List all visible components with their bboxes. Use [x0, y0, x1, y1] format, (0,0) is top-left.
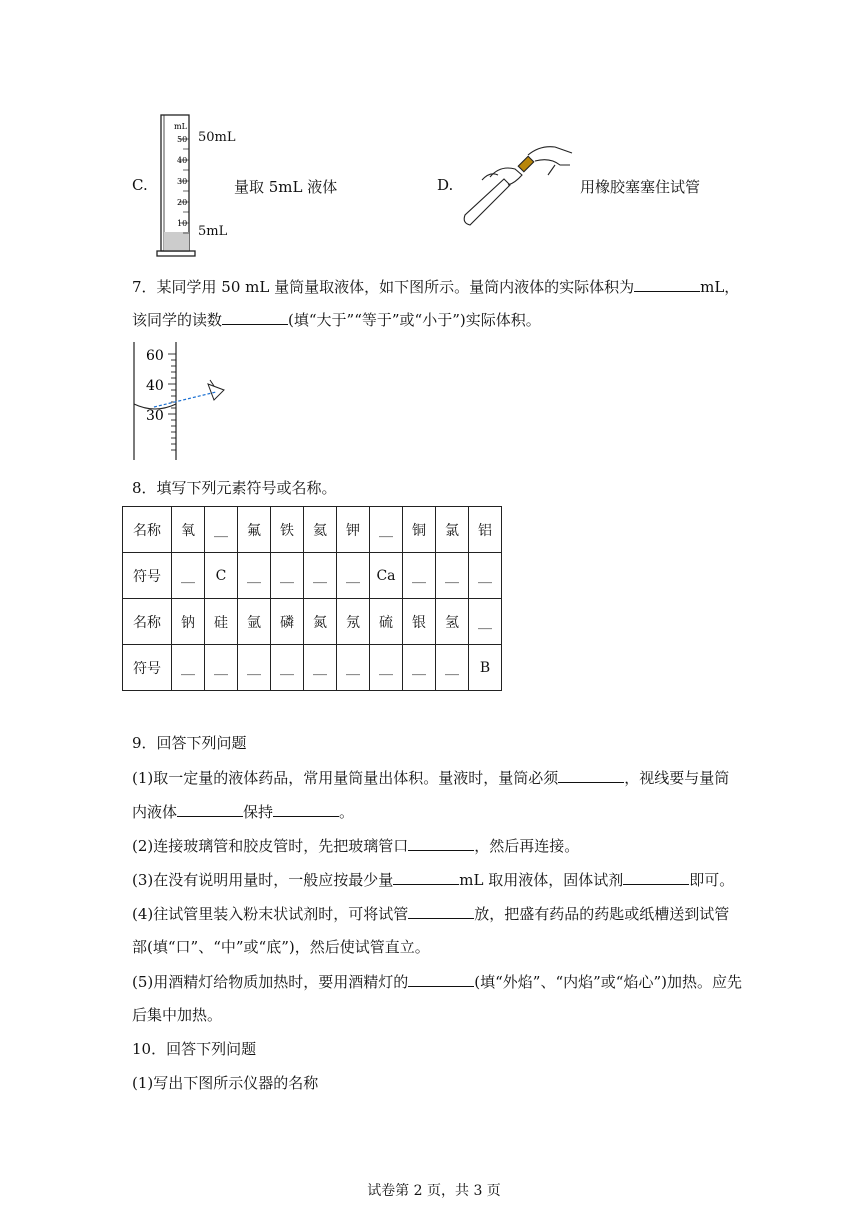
q8-title: 8．填写下列元素符号或名称。 — [132, 479, 337, 497]
table-cell: 钾 — [337, 507, 370, 553]
table-cell: __ — [172, 553, 205, 599]
q9-line7: (5)用酒精灯给物质加热时，要用酒精灯的 (填“外焰”、“内焰”或“焰心”)加热。应先 — [132, 973, 742, 991]
table-cell: 氢 — [436, 599, 469, 645]
row-header: 名称 — [123, 507, 172, 553]
table-cell: 氟 — [238, 507, 271, 553]
svg-text:30: 30 — [146, 408, 164, 424]
svg-text:40: 40 — [146, 378, 164, 394]
table-cell: 铝 — [469, 507, 502, 553]
svg-text:60: 60 — [146, 348, 164, 364]
q9-line6: 部(填“口”、“中”或“底”)，然后使试管直立。 — [132, 938, 430, 956]
table-cell: C — [205, 553, 238, 599]
cylinder-reading-figure — [128, 340, 238, 462]
option-d-letter: D. — [437, 176, 454, 194]
q9-line4: (3)在没有说明用量时，一般应按最少量 mL 取用液体，固体试剂 即可。 — [132, 871, 735, 889]
table-cell: __ — [205, 645, 238, 691]
table-cell: __ — [436, 645, 469, 691]
test-tube-stopper-figure — [460, 135, 580, 230]
table-row — [123, 507, 502, 553]
svg-text:50: 50 — [177, 135, 188, 144]
table-row — [123, 553, 502, 599]
svg-text:10: 10 — [177, 219, 188, 228]
svg-text:20: 20 — [177, 198, 188, 207]
q10-title: 10．回答下列问题 — [132, 1040, 257, 1058]
table-cell: 磷 — [271, 599, 304, 645]
table-cell: __ — [271, 645, 304, 691]
q10-line1: (1)写出下图所示仪器的名称 — [132, 1074, 319, 1092]
option-c-caption: 量取 5mL 液体 — [234, 178, 338, 196]
table-cell: __ — [304, 553, 337, 599]
table-cell: __ — [337, 553, 370, 599]
table-cell: 硅 — [205, 599, 238, 645]
row-header: 名称 — [123, 599, 172, 645]
table-cell: __ — [271, 553, 304, 599]
table-cell: __ — [436, 553, 469, 599]
q7-line2: 该同学的读数 (填“大于”“等于”或“小于”)实际体积。 — [132, 311, 541, 329]
table-cell: 铜 — [403, 507, 436, 553]
element-table — [122, 506, 502, 691]
table-cell: __ — [238, 645, 271, 691]
table-cell: 氩 — [238, 599, 271, 645]
q9-line2: 内液体 保持 。 — [132, 803, 355, 821]
svg-text:30: 30 — [177, 177, 188, 186]
table-cell: __ — [370, 645, 403, 691]
table-cell: __ — [238, 553, 271, 599]
table-row — [123, 599, 502, 645]
table-cell: 硫 — [370, 599, 403, 645]
table-cell: 氮 — [304, 599, 337, 645]
table-cell: __ — [403, 553, 436, 599]
table-cell: 氧 — [172, 507, 205, 553]
table-cell: __ — [403, 645, 436, 691]
q9-line3: (2)连接玻璃管和胶皮管时，先把玻璃管口 ，然后再连接。 — [132, 837, 580, 855]
table-cell: __ — [469, 553, 502, 599]
table-cell: 氦 — [304, 507, 337, 553]
label-5ml: 5mL — [198, 224, 228, 239]
page-footer: 试卷第 2 页，共 3 页 — [367, 1183, 501, 1199]
table-cell: 铁 — [271, 507, 304, 553]
q9-line8: 后集中加热。 — [132, 1006, 223, 1024]
table-cell: 氖 — [337, 599, 370, 645]
cylinder-unit: mL — [174, 122, 187, 131]
label-50ml: 50mL — [198, 130, 236, 145]
svg-text:40: 40 — [177, 156, 188, 165]
row-header: 符号 — [123, 645, 172, 691]
table-cell: __ — [304, 645, 337, 691]
q9-line1: (1)取一定量的液体药品，常用量筒量出体积。量液时，量筒必须 ，视线要与量筒 — [132, 769, 730, 787]
table-cell: __ — [469, 599, 502, 645]
table-cell: B — [469, 645, 502, 691]
table-cell: 氯 — [436, 507, 469, 553]
table-cell: __ — [337, 645, 370, 691]
table-cell: __ — [172, 645, 205, 691]
q9-line5: (4)往试管里装入粉末状试剂时，可将试管 放，把盛有药品的药匙或纸槽送到试管 — [132, 905, 730, 923]
table-cell: __ — [370, 507, 403, 553]
option-c-letter: C. — [132, 176, 148, 194]
option-d-caption: 用橡胶塞塞住试管 — [580, 178, 701, 196]
graduated-cylinder-figure — [155, 112, 200, 258]
table-cell: 钠 — [172, 599, 205, 645]
q7-line1: 7．某同学用 50 mL 量筒量取液体，如下图所示。量筒内液体的实际体积为 mL， — [132, 278, 740, 296]
table-cell: 银 — [403, 599, 436, 645]
q9-title: 9．回答下列问题 — [132, 734, 247, 752]
table-row — [123, 645, 502, 691]
row-header: 符号 — [123, 553, 172, 599]
table-cell: __ — [205, 507, 238, 553]
table-cell: Ca — [370, 553, 403, 599]
